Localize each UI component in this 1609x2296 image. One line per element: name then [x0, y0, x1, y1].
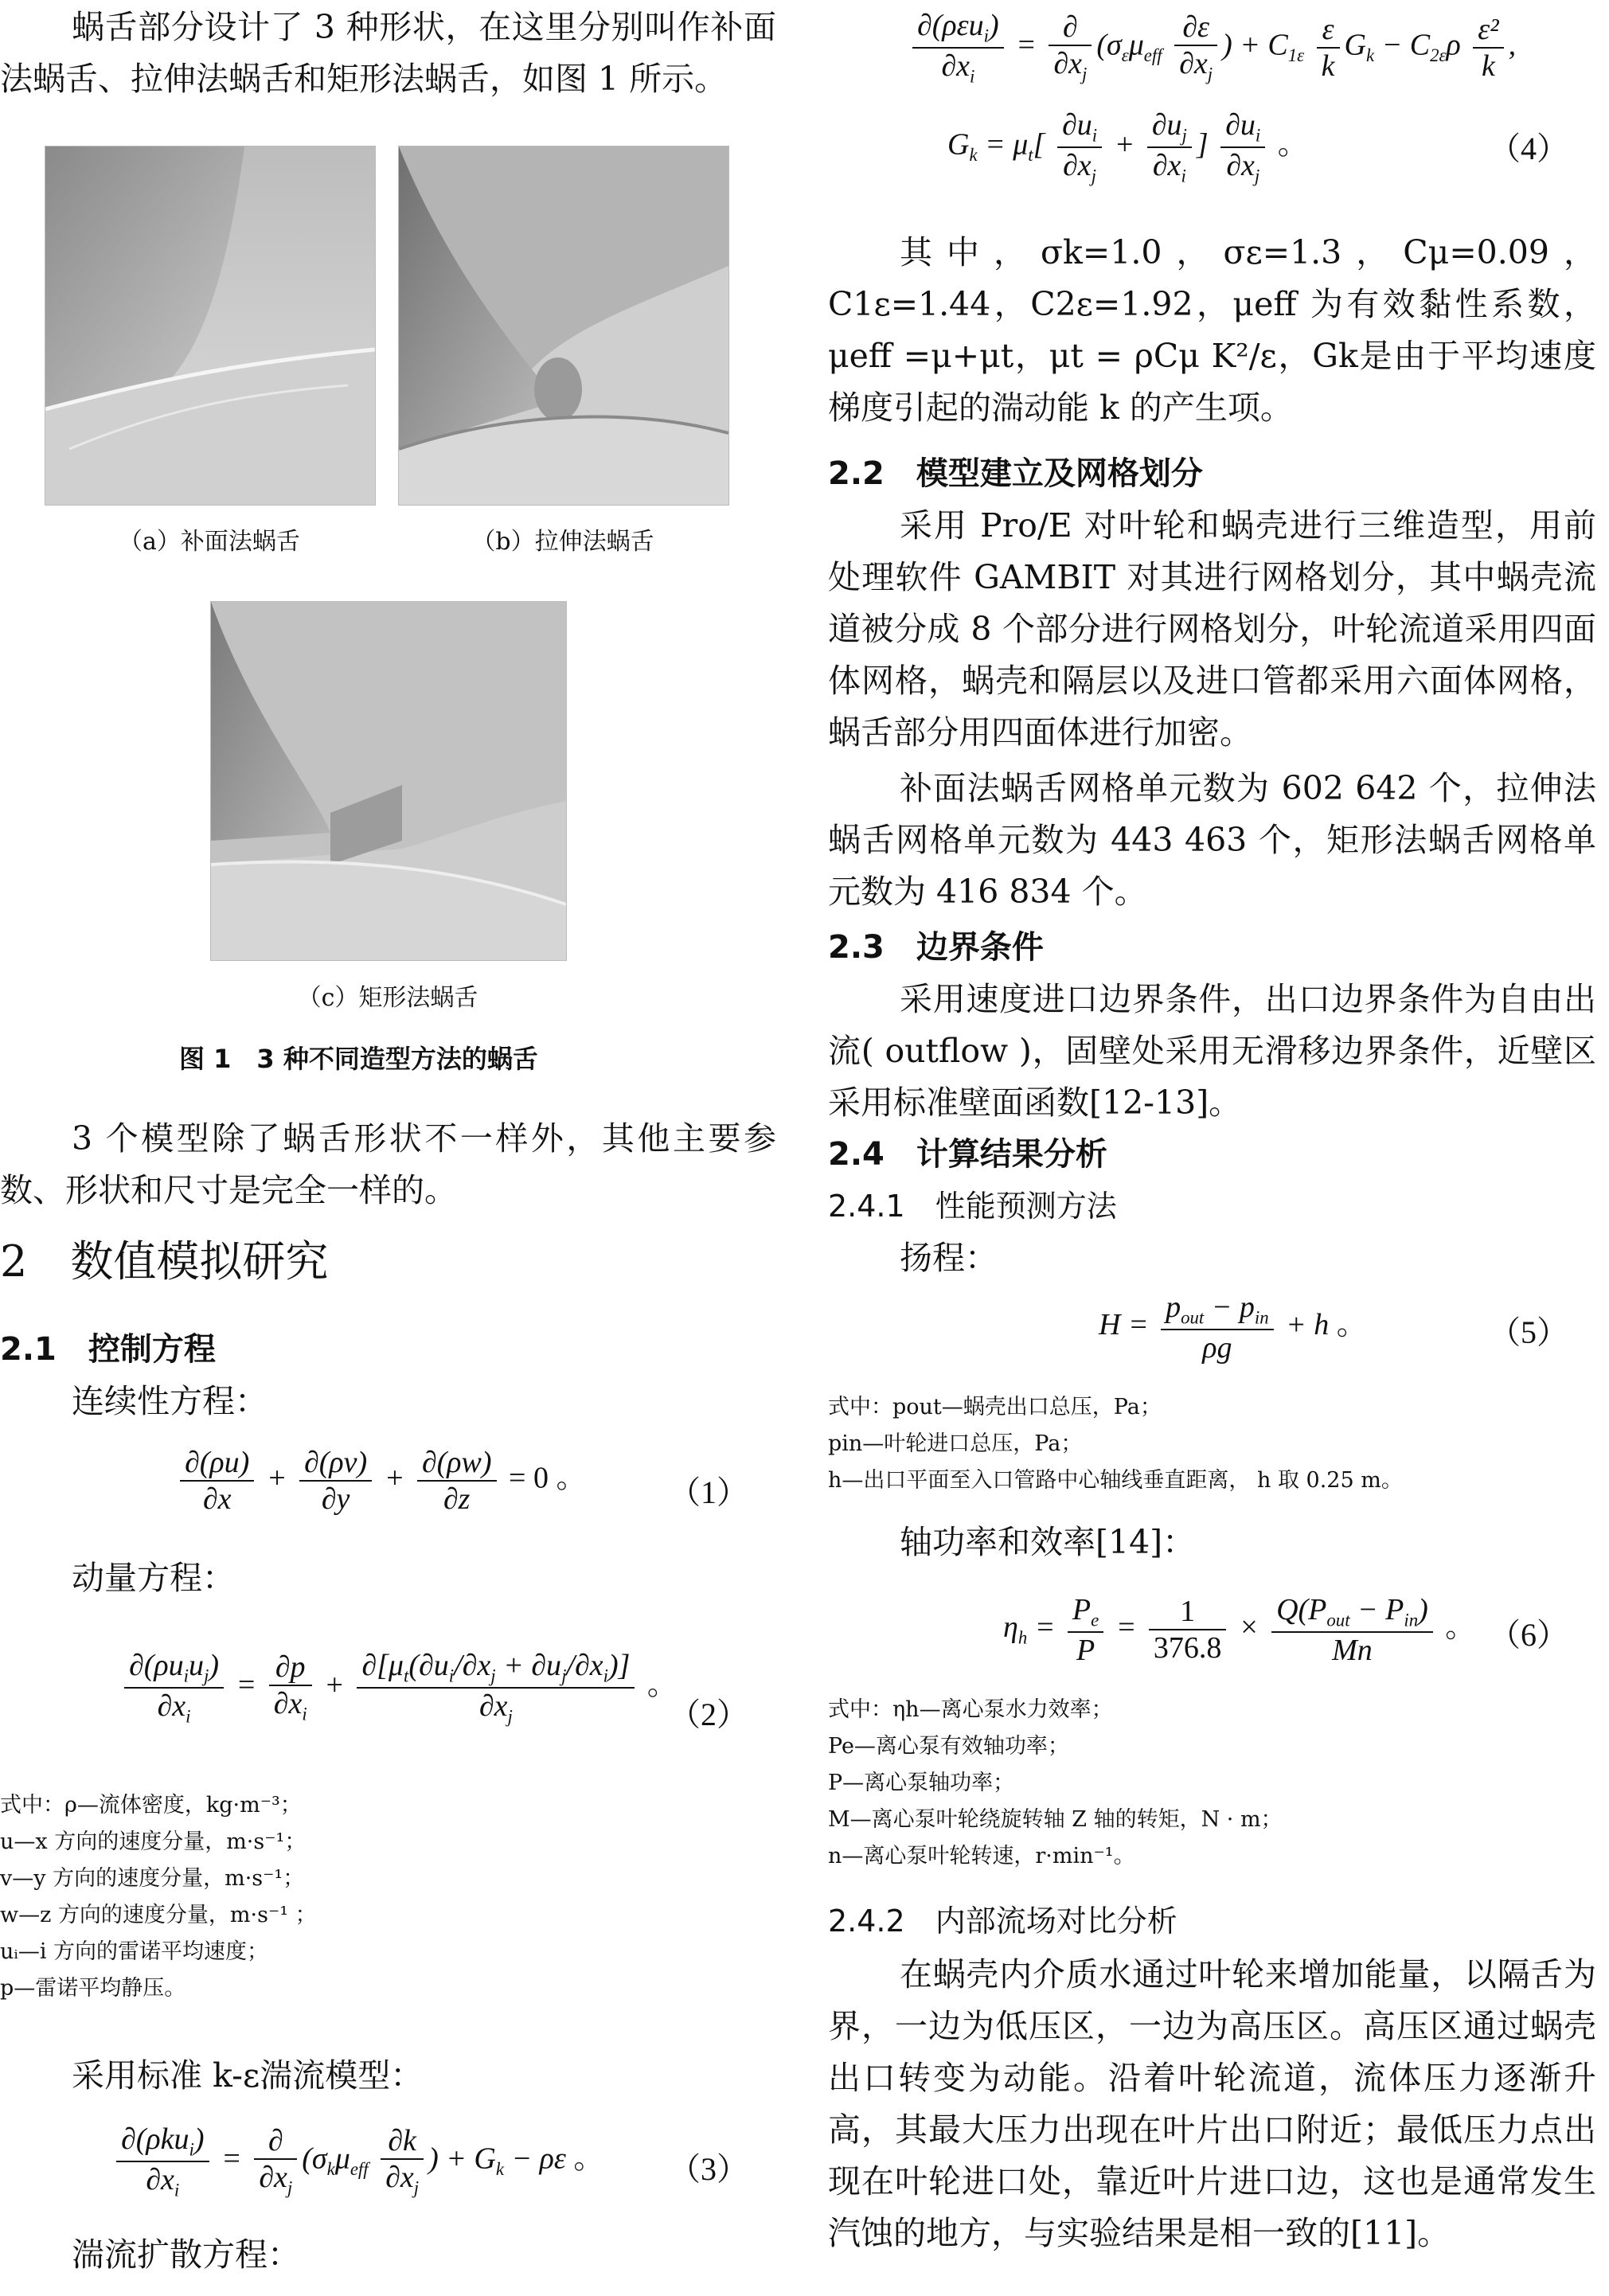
section-2-1-heading: 2.1 控制方程: [0, 1331, 216, 1368]
equation-5-number: （5）: [1489, 1314, 1568, 1350]
equation-6-notes: [828, 1692, 1592, 1875]
section-2-4-heading: 2.4 计算结果分析: [828, 1136, 1107, 1173]
equation-3: $\frac{\partial(\rho ku_i)}{\partial x_i}$ = $\frac{\partial}{\partial x_j}$ ($\sigma_k\mu_{eff}$ $\frac{\partial k}{\partial x_j}$ ) + $G_k - \rho\varepsilon$ 。 （3）: [0, 2122, 780, 2209]
equation-4-line-1: $\frac{\partial(\rho\varepsilon u_i)}{\partial x_i}$ = $\frac{\partial}{\partial x_j}$ ($\sigma_\varepsilon\mu_{eff}$ $\frac{\partial\varepsilon}{\partial x_j}$ ) + $C_{1\varepsilon}$ $\frac{\varepsilon}{k}$ $G_k - C_{2\varepsilon}\rho$ $\frac{\text{ε²}}{k}$ ,: [828, 8, 1600, 96]
figure-title: 图 1 3 种不同造型方法的蜗舌: [179, 1044, 538, 1074]
section-2-3-paragraph: 采用速度进口边界条件，出口边界条件为自由出流( outflow )，固壁处采用无滑移边界条件，近壁区采用标准壁面函数[12-13]。: [828, 980, 1596, 1122]
equation-4-line-2: $G_k = \mu_t$[ $\frac{\partial u_i}{\partial x_j}$ + $\frac{\partial u_j}{\partial x_i}$ ] $\frac{\partial u_i}{\partial x_j}$ 。 （4）: [947, 108, 1568, 186]
equation-1: $\frac{\partial(\rho u)}{\partial x}$ + $\frac{\partial(\rho v)}{\partial y}$ + $\frac{\partial(\rho w)}{\partial z}$ = 0 。 （1）: [0, 1445, 780, 1533]
figure-a-image: [45, 146, 376, 506]
dissipation-label: 湍流扩散方程：: [72, 2235, 300, 2274]
note-line: u—x 方向的速度分量，m·s⁻¹；: [0, 1829, 307, 1854]
equation-2: $\frac{\partial(\rho u_iu_j)}{\partial x_i}$ = $\frac{\partial p}{\partial x_i}$ + $\frac{\partial[\mu_t(\partial u_i/\partial x_j + \partial u_j/\partial x_i)]}{\partial x_j}$ 。 （2）: [0, 1640, 780, 1775]
equation-5: H = $\frac{p_{out} - p_{in}}{\rho g}$ + h 。 （5）: [1099, 1291, 1568, 1365]
figure-b-caption: （b）拉伸法蜗舌: [471, 528, 654, 556]
note-line: 式中：pout—蜗壳出口总压，Pa；: [828, 1395, 1162, 1419]
equation-2-number: （2）: [669, 1697, 748, 1732]
figure-a-render: [45, 146, 375, 505]
momentum-label: 动量方程：: [72, 1559, 235, 1597]
equation-6-number: （6）: [1489, 1617, 1568, 1653]
section-2-heading: 2 数值模拟研究: [0, 1236, 329, 1287]
section-2-4-2-heading: 2.4.2 内部流场对比分析: [828, 1904, 1177, 1939]
note-line: 式中：ηh—离心泵水力效率；: [828, 1697, 1113, 1722]
section-2-2-paragraph-2: 补面法蜗舌网格单元数为 602 642 个，拉伸法蜗舌网格单元数为 443 463 个，矩形法蜗舌网格单元数为 416 834 个。: [828, 769, 1596, 911]
equation-3-number: （3）: [669, 2151, 748, 2187]
figure-b-image: [398, 146, 729, 506]
section-2-4-2-paragraph: 在蜗壳内介质水通过叶轮来增加能量，以隔舌为界，一边为低压区，一边为高压区。高压区通过蜗壳出口转变为动能。沿着叶轮流道，流体压力逐渐升高，其最大压力出现在叶片出口附近；最低压力点出现在叶轮进口处，靠近叶片进口边，这也是通常发生汽蚀的地方，与实验结果是相一致的[11]。: [828, 1955, 1596, 2252]
intro-paragraph: 蜗舌部分设计了 3 种形状，在这里分别叫作补面法蜗舌、拉伸法蜗舌和矩形法蜗舌，如图 1 所示。: [0, 8, 776, 98]
head-label: 扬程：: [900, 1239, 998, 1277]
coefficients-paragraph: 其中，σk=1.0，σε=1.3，Cμ=0.09，C1ε=1.44，C2ε=1.92，μeff 为有效黏性系数，μeff =μ+μt，μt = ρCμ K²/ε，Gk是由于平均速度梯度引起的湍动能 k 的产生项。: [828, 233, 1596, 427]
figure-c-caption: （c）矩形法蜗舌: [297, 984, 478, 1012]
equation-1-number: （1）: [669, 1474, 748, 1510]
figure-b-render: [399, 146, 728, 505]
note-line: n—离心泵叶轮转速，r·min⁻¹。: [828, 1844, 1135, 1868]
power-label: 轴功率和效率[14]：: [900, 1523, 1196, 1561]
section-2-3-heading: 2.3 边界条件: [828, 929, 1044, 966]
section-2-4-1-heading: 2.4.1 性能预测方法: [828, 1189, 1117, 1224]
figure-c-image: [210, 601, 567, 961]
note-line: P—离心泵轴功率；: [828, 1771, 1015, 1795]
section-2-2-paragraph-1: 采用 Pro/E 对叶轮和蜗壳进行三维造型，用前处理软件 GAMBIT 对其进行网格划分，其中蜗壳流道被分成 8 个部分进行网格划分，叶轮流道采用四面体网格，蜗壳和隔层以及进口管都采用六面体网格，蜗舌部分用四面体进行加密。: [828, 506, 1596, 752]
note-line: pin—叶轮进口总压，Pa；: [828, 1431, 1083, 1456]
note-line: 式中：ρ—流体密度，kg·m⁻³；: [0, 1793, 302, 1818]
equation-2-notes: [0, 1787, 764, 2007]
note-line: h—出口平面至入口管路中心轴线垂直距离， h 取 0.25 m。: [828, 1468, 1403, 1493]
note-line: Pe—离心泵有效轴功率；: [828, 1734, 1069, 1759]
turbulence-model-label: 采用标准 k-ε湍流模型：: [72, 2056, 424, 2095]
note-line: uᵢ—i 方向的雷诺平均速度；: [0, 1939, 269, 1964]
equation-4-number: （4）: [1489, 131, 1568, 166]
figure-a-caption: （a）补面法蜗舌: [119, 528, 300, 556]
section-2-2-heading: 2.2 模型建立及网格划分: [828, 455, 1203, 492]
figure-c-render: [211, 602, 566, 960]
note-line: p—雷诺平均静压。: [0, 1976, 186, 2001]
equation-5-notes: [828, 1389, 1592, 1499]
equation-6: $\eta_h$ = $\frac{P_e}{P}$ = $\frac{1}{376.8}$ × $\frac{Q(P_{out} - P_{in})}{Mn}$ 。 （6）: [1003, 1593, 1568, 1667]
note-line: v—y 方向的速度分量，m·s⁻¹；: [0, 1866, 305, 1891]
note-line: M—离心泵叶轮绕旋转轴 Z 轴的转矩，N · m；: [828, 1807, 1283, 1832]
after-figure-paragraph: 3 个模型除了蜗舌形状不一样外，其他主要参数、形状和尺寸是完全一样的。: [0, 1119, 776, 1209]
note-line: w—z 方向的速度分量，m·s⁻¹ ；: [0, 1903, 317, 1927]
continuity-label: 连续性方程：: [72, 1382, 268, 1420]
